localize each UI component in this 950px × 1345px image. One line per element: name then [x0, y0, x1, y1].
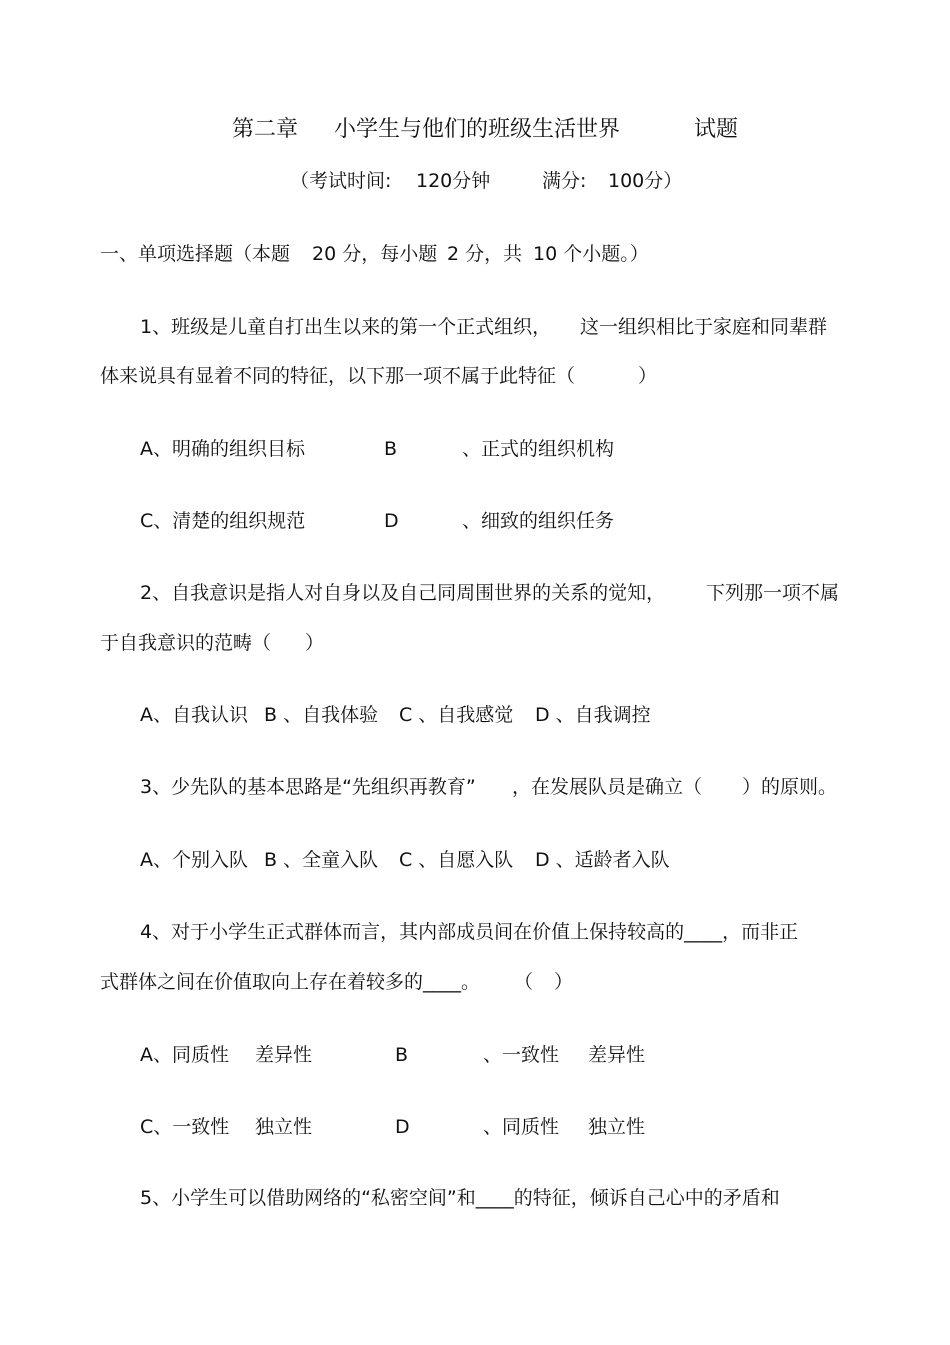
question-3-option-d: D 、适龄者入队: [535, 849, 670, 871]
question-2-option-b: B 、自我体验: [264, 704, 379, 726]
question-1-text-line2: 体来说具有显着不同的特征，以下那一项不属于此特征（: [100, 365, 576, 387]
question-1-option-d: 、细致的组织任务: [462, 510, 615, 532]
question-4-option-a: A、同质性: [140, 1044, 229, 1066]
question-1-answer-blank: ）: [638, 365, 658, 387]
question-1-option-b-letter: B: [384, 438, 398, 460]
full-score-label: 满分:: [542, 170, 587, 192]
question-4-option-d-part2: 独立性: [588, 1116, 646, 1138]
question-4-option-b: 、一致性: [483, 1044, 560, 1066]
question-1-text-cont: 这一组织相比于家庭和同辈群: [580, 316, 828, 338]
title-chapter: 第二章: [232, 117, 299, 142]
question-4-option-b-part2: 差异性: [588, 1044, 646, 1066]
section-count: 10 个小题。）: [533, 243, 649, 265]
question-1-option-b: 、正式的组织机构: [462, 438, 615, 460]
full-score-value: 100分）: [608, 170, 683, 192]
question-2-text-cont: 下列那一项不属: [706, 582, 840, 604]
question-2-answer-blank: ）: [305, 632, 325, 654]
question-2-option-a: A、自我认识: [140, 704, 248, 726]
title-suffix: 试题: [694, 117, 739, 142]
question-4-option-b-letter: B: [395, 1044, 409, 1066]
exam-time-value: 120分钟: [416, 170, 491, 192]
section-heading: 一、单项选择题（本题: [100, 243, 291, 265]
question-4-paren-open: （: [514, 971, 534, 993]
question-4-text: 4、对于小学生正式群体而言，其内部成员间在价值上保持较高的____，而非正: [140, 921, 799, 943]
question-1-option-a: A、明确的组织目标: [140, 438, 305, 460]
question-3-text-cont: ，在发展队员是确立（: [512, 776, 703, 798]
question-5-text: 5、小学生可以借助网络的“私密空间”和____的特征，倾诉自己心中的矛盾和: [140, 1187, 780, 1209]
question-2-text: 2、自我意识是指人对自身以及自己同周围世界的关系的觉知，: [140, 582, 666, 604]
question-4-paren-close: ）: [554, 971, 574, 993]
exam-time-label: （考试时间:: [290, 170, 392, 192]
question-4-text-line2: 式群体之间在价值取向上存在着较多的____。: [100, 971, 481, 993]
section-total: 20 分，每小题: [312, 243, 438, 265]
question-3-option-a: A、个别入队: [140, 849, 248, 871]
question-1-text: 1、班级是儿童自打出生以来的第一个正式组织，: [140, 316, 552, 338]
question-3-option-c: C 、自愿入队: [399, 849, 514, 871]
question-3-text: 3、少先队的基本思路是“先组织再教育”: [140, 776, 476, 798]
question-3-option-b: B 、全童入队: [264, 849, 379, 871]
question-3-text-end: ）的原则。: [742, 776, 838, 798]
question-1-option-c: C、清楚的组织规范: [140, 510, 306, 532]
question-2-text-line2: 于自我意识的范畴（: [100, 632, 272, 654]
question-4-option-a-part2: 差异性: [255, 1044, 313, 1066]
question-4-option-c: C、一致性: [140, 1116, 230, 1138]
section-each: 2 分，共: [447, 243, 523, 265]
question-4-option-d: 、同质性: [483, 1116, 560, 1138]
question-4-option-c-part2: 独立性: [255, 1116, 313, 1138]
question-1-option-d-letter: D: [384, 510, 399, 532]
question-4-option-d-letter: D: [395, 1116, 410, 1138]
question-2-option-d: D 、自我调控: [535, 704, 651, 726]
question-2-option-c: C 、自我感觉: [399, 704, 514, 726]
title-name: 小学生与他们的班级生活世界: [334, 117, 621, 142]
